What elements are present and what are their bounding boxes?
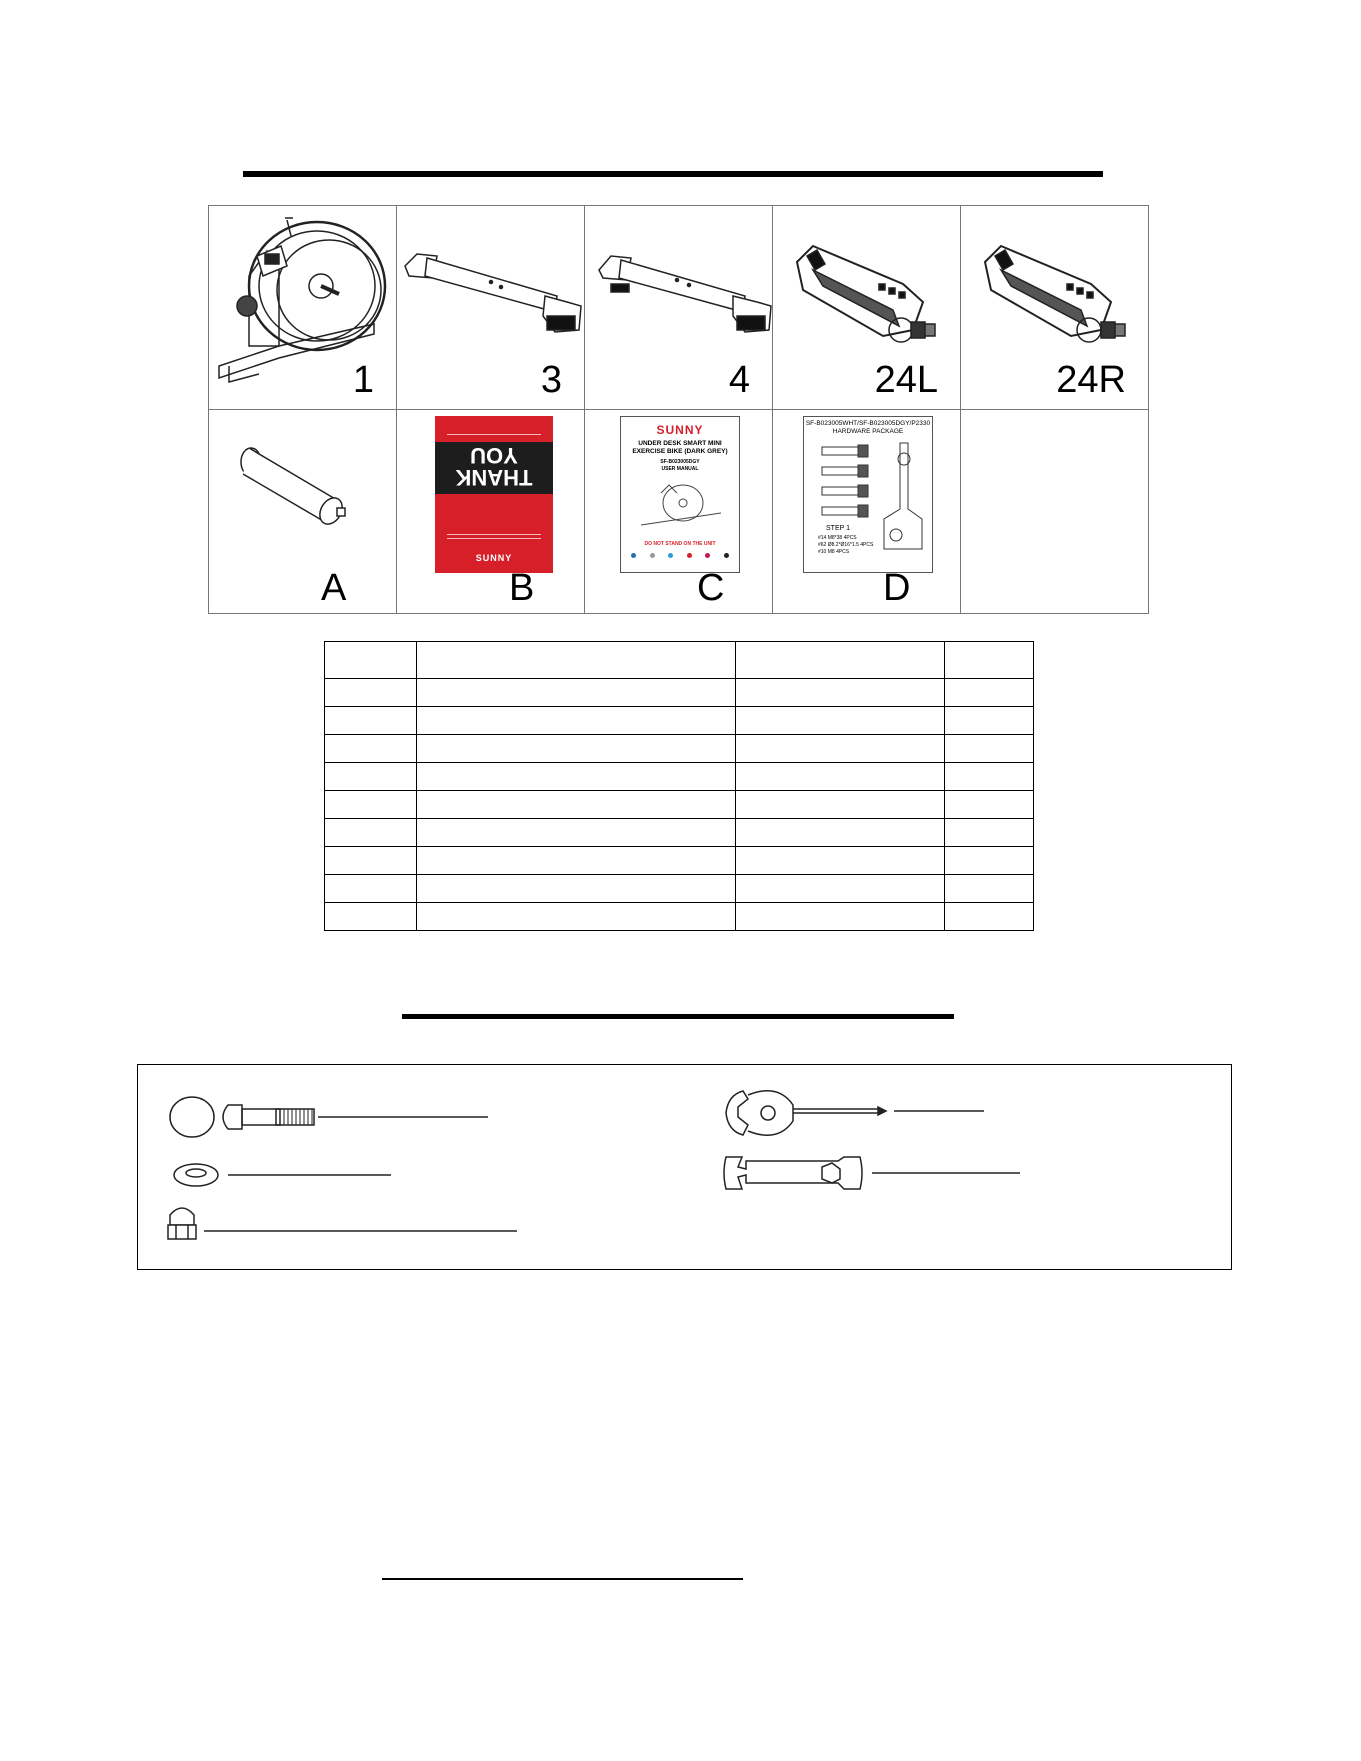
- manual-brand: SUNNY: [656, 423, 704, 437]
- table-cell: [736, 875, 945, 903]
- hex-wrench-icon: [724, 1157, 1020, 1189]
- table-cell: [417, 679, 736, 707]
- part-cell-24R: [961, 206, 1149, 410]
- table-row: [325, 875, 1034, 903]
- table-cell: [945, 763, 1034, 791]
- part-label: C: [697, 567, 725, 609]
- manual-model: SF-B023005DGY: [660, 459, 700, 465]
- table-cell: [736, 791, 945, 819]
- manual-warning: DO NOT STAND ON THE UNIT: [644, 541, 716, 547]
- parts-grid: [208, 205, 1149, 614]
- table-row: [325, 679, 1034, 707]
- table-cell: [325, 735, 417, 763]
- table-cell: [417, 819, 736, 847]
- top-rule: [243, 171, 1103, 177]
- hardware-card-step: STEP 1: [826, 525, 850, 532]
- table-row: [325, 847, 1034, 875]
- battery-icon: [209, 410, 397, 614]
- hardware-box: [137, 1064, 1232, 1270]
- bolt-head-icon: [170, 1097, 214, 1137]
- part-cell-24L: [773, 206, 961, 410]
- table-cell: [417, 791, 736, 819]
- part-cell-B: [397, 410, 585, 614]
- table-cell: [945, 679, 1034, 707]
- washer-icon: [174, 1164, 391, 1186]
- table-cell: [945, 903, 1034, 931]
- table-header-row: [325, 642, 1034, 679]
- booklet-text: THANK YOU: [455, 443, 533, 490]
- table-cell: [945, 819, 1034, 847]
- part-label: 24L: [874, 359, 938, 401]
- table-cell: [417, 875, 736, 903]
- bottom-rule: [382, 1578, 743, 1580]
- part-label: 4: [728, 359, 750, 401]
- part-cell-1: [209, 206, 397, 410]
- table-row: [325, 791, 1034, 819]
- table-row: [325, 735, 1034, 763]
- table-header-cell: [736, 642, 945, 679]
- table-row: [325, 707, 1034, 735]
- bike-illustration-icon: [621, 473, 739, 533]
- table-cell: [736, 735, 945, 763]
- table-cell: [325, 707, 417, 735]
- parts-table: [324, 641, 1034, 931]
- table-cell: [325, 875, 417, 903]
- booklet-brand: SUNNY: [475, 553, 513, 563]
- table-row: [325, 763, 1034, 791]
- table-cell: [417, 847, 736, 875]
- table-cell: [417, 903, 736, 931]
- part-cell-A: [209, 410, 397, 614]
- table-header-cell: [945, 642, 1034, 679]
- table-row: [325, 819, 1034, 847]
- hardware-card-line: #10 M8 4PCS: [818, 549, 850, 555]
- table-header-cell: [325, 642, 417, 679]
- middle-rule: [402, 1014, 954, 1019]
- user-manual-icon: [620, 416, 740, 573]
- hardware-package-card-icon: [803, 416, 933, 573]
- hardware-card-header: SF-B023005WHT/SF-B023005DGY/P2330 HARDWARE PACKAGE: [805, 420, 931, 435]
- part-cell-D: [773, 410, 961, 614]
- table-row: [325, 903, 1034, 931]
- carriage-bolt-icon: [223, 1105, 488, 1129]
- table-cell: [325, 763, 417, 791]
- table-cell: [945, 875, 1034, 903]
- table-cell: [736, 903, 945, 931]
- part-label: 1: [352, 359, 374, 401]
- manual-title: UNDER DESK SMART MINI EXERCISE BIKE (DARK GREY): [632, 440, 728, 455]
- part-cell-C: [585, 410, 773, 614]
- table-header-cell: [417, 642, 736, 679]
- manual-subtitle: USER MANUAL: [661, 466, 699, 472]
- cap-nut-icon: [168, 1208, 517, 1239]
- table-cell: [945, 707, 1034, 735]
- table-cell: [945, 735, 1034, 763]
- wrench-screwdriver-icon: [726, 1091, 984, 1135]
- table-cell: [325, 819, 417, 847]
- part-cell-4: [585, 206, 773, 410]
- part-label: 3: [540, 359, 562, 401]
- hardware-card-line: #14 M8*38 4PCS: [818, 535, 857, 541]
- part-label: B: [509, 567, 535, 609]
- part-cell-empty: [961, 410, 1149, 614]
- table-cell: [417, 707, 736, 735]
- table-cell: [736, 763, 945, 791]
- hardware-card-line: #62 Ø8.2*Ø16*1.5 4PCS: [818, 542, 874, 548]
- part-label: 24R: [1056, 359, 1126, 401]
- part-label: A: [321, 567, 347, 609]
- table-cell: [945, 791, 1034, 819]
- table-cell: [736, 847, 945, 875]
- table-cell: [325, 847, 417, 875]
- table-cell: [736, 679, 945, 707]
- part-label: D: [883, 567, 911, 609]
- table-cell: [325, 791, 417, 819]
- table-cell: [736, 707, 945, 735]
- table-cell: [945, 847, 1034, 875]
- table-cell: [736, 819, 945, 847]
- part-cell-3: [397, 206, 585, 410]
- thank-you-booklet-icon: [435, 416, 553, 573]
- table-cell: [417, 763, 736, 791]
- table-cell: [325, 679, 417, 707]
- table-cell: [325, 903, 417, 931]
- table-cell: [417, 735, 736, 763]
